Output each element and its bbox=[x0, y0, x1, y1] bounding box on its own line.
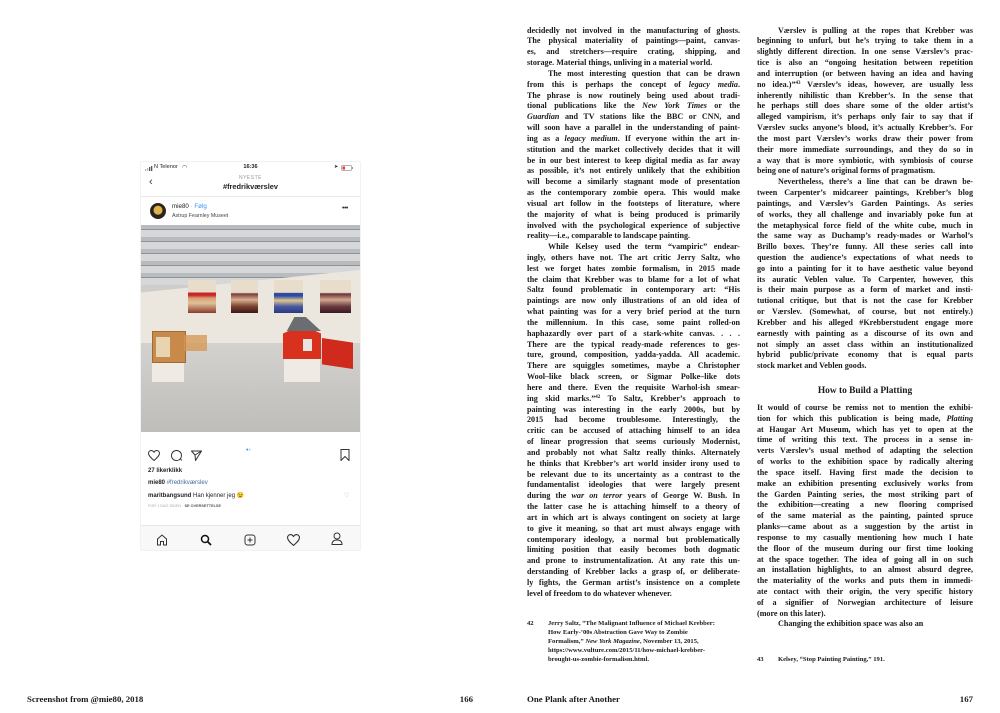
text-line: 2015 had become troublesome. Interestingly, the bbox=[527, 415, 740, 425]
text-line: or Værslev. (Somewhat, of course, but not entirely.) bbox=[757, 307, 973, 317]
text-line: he perhaps still does share some of the older artist’s bbox=[757, 101, 973, 111]
text-line: lest we forget hates zombie formalism, in 2015 made bbox=[527, 263, 740, 273]
text-line: their more immediate surroundings, and they do so in bbox=[757, 144, 973, 154]
text-line: make an exhibition presenting exclusively works from bbox=[757, 478, 973, 488]
running-title: One Plank after Another bbox=[527, 694, 620, 704]
translate-link[interactable]: SE OVERSETTELSE bbox=[184, 504, 222, 508]
text-line: level of freedom to do whatever whenever. bbox=[527, 588, 672, 598]
text-line: visual art follow in the footsteps of literature, where bbox=[527, 198, 740, 208]
footnote-line: Formalism,” New York Magazine, November 13, 2015, bbox=[548, 637, 699, 645]
text-line: he thinks that Krebber’s art world insider irony used to bbox=[527, 458, 740, 468]
text-line: the millennium. In this case, some paint rolled-on bbox=[527, 317, 740, 327]
text-line: at Haugar Art Museum, which has yet to open at the bbox=[757, 424, 973, 434]
text-line: a way that is more symbiotic, with symbiosis of course bbox=[757, 155, 973, 165]
text-line: There are the typical ready-made references to ges- bbox=[527, 339, 740, 349]
painting bbox=[231, 280, 258, 313]
like-heart-icon[interactable] bbox=[148, 448, 160, 466]
like-count[interactable]: 27 likerklikk bbox=[148, 468, 183, 474]
text-line: Wool–like black screen, or Sigmar Polke–like dots bbox=[527, 372, 740, 382]
painting bbox=[320, 280, 351, 313]
page-number-right: 167 bbox=[959, 694, 973, 704]
text-line: ly fights, the German artist’s insistence on a complete bbox=[527, 577, 740, 587]
section-heading: How to Build a Platting bbox=[817, 386, 913, 397]
carousel-dots: •• bbox=[246, 447, 251, 454]
painting bbox=[274, 280, 303, 313]
home-icon[interactable] bbox=[156, 533, 168, 550]
text-line: the same way as Duchamp’s ready-mades or Warhol’s bbox=[757, 231, 973, 241]
text-column-1 bbox=[527, 26, 740, 600]
text-line: planks—came about as a suggestion by the artist in bbox=[757, 522, 973, 532]
text-line: slightly different direction. In one sense Værslev’s prac- bbox=[757, 47, 973, 57]
text-line: critic can be accused of attaching himself to an idea bbox=[527, 426, 740, 436]
clock: 16:36 bbox=[243, 164, 258, 170]
caption-username[interactable]: mie80 bbox=[148, 480, 166, 486]
text-line: painting was interesting in the early 2000s, but by bbox=[527, 404, 740, 414]
text-line: the Garden Painting series, the most striking part of bbox=[757, 489, 973, 499]
footnote-43 bbox=[757, 655, 973, 664]
text-line: (more on this later). bbox=[757, 608, 826, 618]
text-line: There are squiggles sometimes, maybe a Christopher bbox=[527, 361, 740, 371]
text-line: Changing the exhibition space was also an bbox=[778, 619, 924, 629]
text-line: at the space together. The idea of going all in on such bbox=[757, 554, 973, 564]
text-line: the materiality of the works and puts them in immedi- bbox=[757, 576, 973, 586]
text-line: will soon have a parallel in the understanding of paint- bbox=[527, 123, 740, 133]
text-line: what painting was for a very brief period at the turn bbox=[527, 307, 740, 317]
text-line: inherently nihilistic than Krebber’s. In the sense that bbox=[757, 90, 973, 100]
text-line: Krebber and his alleged #Krebberstudent engage more bbox=[757, 317, 973, 327]
text-line: beginning to unfurl, but he’s trying to take them in a bbox=[757, 36, 973, 46]
location-arrow-icon: ➤ bbox=[334, 164, 339, 170]
text-line: hybrid public/private economy that is equal parts bbox=[757, 350, 973, 360]
text-line: limiting position that easily becomes both dogmatic bbox=[527, 545, 740, 555]
text-line: will become a similarly stagnant mode of presentation bbox=[527, 177, 740, 187]
footnote-42 bbox=[527, 619, 740, 664]
text-line: Værslev is pulling at the ropes that Krebber was bbox=[778, 25, 973, 35]
text-line: The physical materiality of paintings—paint, canvas- bbox=[527, 36, 740, 46]
bottom-nav bbox=[141, 525, 360, 550]
text-line: being one of nature’s original forms of pragmatism. bbox=[757, 166, 936, 176]
status-bar bbox=[141, 164, 360, 174]
text-line: contemporary ideology, a normal but problematically bbox=[527, 534, 740, 544]
post-location[interactable]: Astrup Fearnley Museet bbox=[172, 213, 229, 219]
more-options-icon[interactable]: ••• bbox=[342, 205, 348, 212]
text-line: reality—i.e., comparable to landscape painting. bbox=[527, 231, 691, 241]
text-line: ate contact with their origin, the very specific history bbox=[757, 587, 973, 596]
comment-meta: FOR 1 DAG SIDEN · SE OVERSETTELSE bbox=[148, 504, 222, 508]
text-line: no idea.)”$^{43}$ Værslev’s ideas, however, are usually less bbox=[757, 79, 973, 89]
text-line: Nevertheless, there’s a line that can be drawn be- bbox=[778, 177, 973, 187]
activity-heart-icon[interactable] bbox=[287, 533, 300, 550]
text-line: of the same material as the painting, painted spruce bbox=[757, 511, 973, 521]
text-line: It would of course be remiss not to mention the exhibi- bbox=[757, 402, 973, 412]
text-line: derstanding of Krebber lacks a grasp of, or deliberate- bbox=[527, 567, 740, 576]
text-line: paintings are now only illustrations of an old idea of bbox=[527, 296, 740, 306]
footnote-line: How Early-’00s Abstraction Gave Way to Zombie bbox=[548, 628, 688, 636]
text-line: While Kelsey used the term “vampiric” endear- bbox=[548, 242, 740, 252]
text-line: ing as a legacy medium. If everyone within the art in- bbox=[527, 133, 740, 143]
profile-icon[interactable] bbox=[331, 532, 343, 550]
text-line: tion for which this publication is being made, Platting bbox=[757, 413, 973, 423]
sculpture-base bbox=[284, 357, 320, 382]
text-line: fundamentalist ideologies that were largely present bbox=[527, 480, 740, 490]
text-line: of works to the exhibition space by radically altering bbox=[757, 457, 973, 467]
comment bbox=[148, 492, 244, 499]
carrier: N Telenor bbox=[154, 164, 178, 170]
time-ago: FOR 1 DAG SIDEN bbox=[148, 504, 182, 508]
share-send-icon[interactable] bbox=[191, 448, 202, 466]
comment-text: Han kjenner jeg 😉 bbox=[193, 493, 245, 499]
text-line: and prone to instrumentalization. At any rate this un- bbox=[527, 556, 740, 566]
text-line: the space itself. Having first made the decision to bbox=[757, 467, 973, 477]
separator: · bbox=[190, 203, 193, 210]
text-line: question the audience’s expectations of what needs to bbox=[757, 252, 973, 262]
wifi-icon: ◠ bbox=[182, 165, 188, 171]
text-line: here and there. Even the requisite Warhol-ish smear- bbox=[527, 382, 740, 392]
avatar[interactable] bbox=[150, 203, 166, 219]
text-line: ture, ground, composition, yadda-yadda. All academic. bbox=[527, 350, 740, 360]
text-line: Værslev sucks anyone’s blood, it’s actually Krebber’s. For bbox=[757, 123, 973, 133]
text-line: the most part Værslev’s works draw their power from bbox=[757, 133, 973, 143]
header-title: #fredrikværslev bbox=[222, 182, 279, 191]
search-icon[interactable] bbox=[200, 533, 212, 550]
text-line: tutional critique, but that is not the case for Krebber bbox=[757, 296, 973, 306]
sculpture-window bbox=[156, 337, 170, 357]
page-number-left: 166 bbox=[459, 694, 473, 704]
text-line: tional publications like the New York Times or the bbox=[527, 101, 740, 111]
post-username[interactable]: mie80 bbox=[172, 203, 189, 210]
text-line: stitution and the market collectively decides that it will bbox=[527, 144, 740, 154]
text-line: time of writing this text. The process in a sense in- bbox=[757, 435, 973, 445]
house-window bbox=[303, 339, 312, 351]
text-line: an installation highlights, to an almost absurd degree, bbox=[757, 565, 973, 575]
text-line: The phrase is now routinely being used about tradi- bbox=[527, 90, 740, 100]
text-line: the claim that Krebber was to blame for a lot of what bbox=[527, 274, 740, 284]
text-line: art in which art is always contingent on society at large bbox=[527, 512, 740, 522]
footnote-line: brought-us-zombie-formalism.html. bbox=[548, 655, 649, 663]
sculpture-base bbox=[152, 360, 184, 382]
text-line: the metaphysical force field of the white cube, much in bbox=[757, 220, 973, 230]
caption-hashtag[interactable]: #fredrikværslev bbox=[166, 480, 208, 486]
text-line: tween Carpenter’s midcareer paintings, Krebber’s blog bbox=[757, 188, 973, 198]
text-line: Brillo boxes. They’re funny. All these series call into bbox=[757, 242, 973, 252]
text-line: be in our best interest to keep digital media as far away bbox=[527, 155, 740, 165]
instagram-screenshot bbox=[141, 162, 360, 550]
text-column-2 bbox=[757, 26, 973, 631]
text-line: response to my casually mentioning how much I hate bbox=[757, 532, 973, 542]
text-line: stock market and Veblen goods. bbox=[757, 361, 867, 371]
text-line: not simply an asset class within an institutionalized bbox=[757, 339, 973, 349]
text-line: paintings, and Værslev’s Garden Paintings. As series bbox=[757, 198, 973, 208]
post-user-row bbox=[172, 203, 207, 210]
text-line: ingly, others have not. The art critic Jerry Saltz, who bbox=[527, 252, 740, 262]
text-line: is their main purpose as a form of market and insti- bbox=[757, 285, 973, 295]
text-line: Saltz found problematic in contemporary art: “His bbox=[527, 285, 740, 295]
text-line: The most interesting question that can be drawn bbox=[548, 68, 740, 78]
text-line: its auratic Veblen value. To Carpenter, however, this bbox=[757, 274, 973, 284]
image-caption: Screenshot from @mie80, 2018 bbox=[27, 694, 144, 704]
back-chevron-icon[interactable]: ‹ bbox=[149, 176, 153, 188]
text-line: as possible, it’s not entirely unlikely that the exhibition bbox=[527, 166, 740, 176]
text-line: of a signifier of Norwegian architecture of leisure bbox=[757, 597, 973, 607]
text-line: the exhibition—creating a new flooring comprised bbox=[757, 500, 973, 510]
text-line: of works, they all challenge and invariably poke fun at bbox=[757, 209, 973, 219]
text-line: to give it meaning, so that art must always engage with bbox=[527, 523, 740, 533]
header-subtitle: NYESTE bbox=[238, 175, 262, 181]
text-line: be relevant due to its uncertainty as a contrast to the bbox=[527, 469, 740, 479]
text-line: during the war on terror years of George W. Bush. In bbox=[527, 491, 741, 501]
footnote-number: 42 bbox=[527, 619, 534, 627]
house-door-panel bbox=[322, 338, 353, 369]
text-line: es, and stretchers—require crating, shipping, and bbox=[527, 47, 740, 57]
add-post-icon[interactable] bbox=[244, 533, 256, 550]
text-line: from this is perhaps the concept of legacy media. bbox=[527, 79, 741, 89]
text-line: of linear progression that seems curiously Modernist, bbox=[527, 437, 740, 447]
text-line: as the contemporary zombie opera. This would make bbox=[527, 188, 740, 198]
text-line: decidedly not involved in the manufacturing of ghosts. bbox=[527, 25, 740, 35]
footnote-line: https://www.vulture.com/2015/11/how-michael-krebber- bbox=[548, 646, 706, 654]
text-line: involved with the psychological experience of subjective bbox=[527, 220, 740, 230]
painting bbox=[188, 280, 216, 313]
sculpture-flap bbox=[184, 335, 207, 351]
comment-like-icon[interactable]: ♡ bbox=[344, 493, 350, 499]
text-line: the floor of the museum during our first time looking bbox=[757, 543, 973, 553]
comment-username[interactable]: maritbangsund bbox=[148, 493, 192, 499]
bookmark-icon[interactable] bbox=[340, 448, 350, 466]
text-line: earnestly with painting as a discourse of its own and bbox=[757, 328, 973, 338]
text-line: storage. Material things, unliving in a material world. bbox=[527, 58, 713, 68]
text-line: Guardian and TV stations like the BBC or CNN, and bbox=[527, 112, 740, 122]
text-line: the majority of what is being produced is primarily bbox=[527, 209, 740, 219]
comment-icon[interactable] bbox=[171, 448, 182, 466]
text-line: go into a painting for it to have aesthetic value beyond bbox=[757, 263, 973, 273]
text-line: haphazardly over part of a stark-white canvas. . . . bbox=[527, 328, 740, 338]
footnote-line: Kelsey, “Stop Painting Painting,” 191. bbox=[778, 655, 885, 663]
footnote-number: 43 bbox=[757, 655, 764, 663]
text-line: alleged vampirism, it’s perhaps only fair to say that if bbox=[757, 112, 973, 122]
post-caption bbox=[148, 480, 208, 486]
battery-icon bbox=[341, 165, 355, 173]
post-photo bbox=[141, 225, 360, 432]
text-line: the latter case he is attaching himself to a theory of bbox=[527, 502, 740, 512]
text-line: and probably not what Saltz really thinks. Alternately bbox=[527, 447, 740, 457]
text-line: tice is also an “ongoing hesitation between repetition bbox=[757, 58, 973, 68]
footnote-line: Jerry Saltz, “The Malignant Influence of Michael Krebber: bbox=[548, 619, 715, 627]
text-line: ing skid marks.”$^{42}$ To Saltz, Krebber’s approach to bbox=[527, 393, 740, 403]
text-line: and interruption (or between having an idea and having bbox=[757, 68, 973, 78]
divider bbox=[141, 196, 360, 197]
text-line: verts Værslev’s usual method of adapting the selection bbox=[757, 446, 973, 456]
follow-button[interactable]: Følg bbox=[194, 203, 207, 210]
